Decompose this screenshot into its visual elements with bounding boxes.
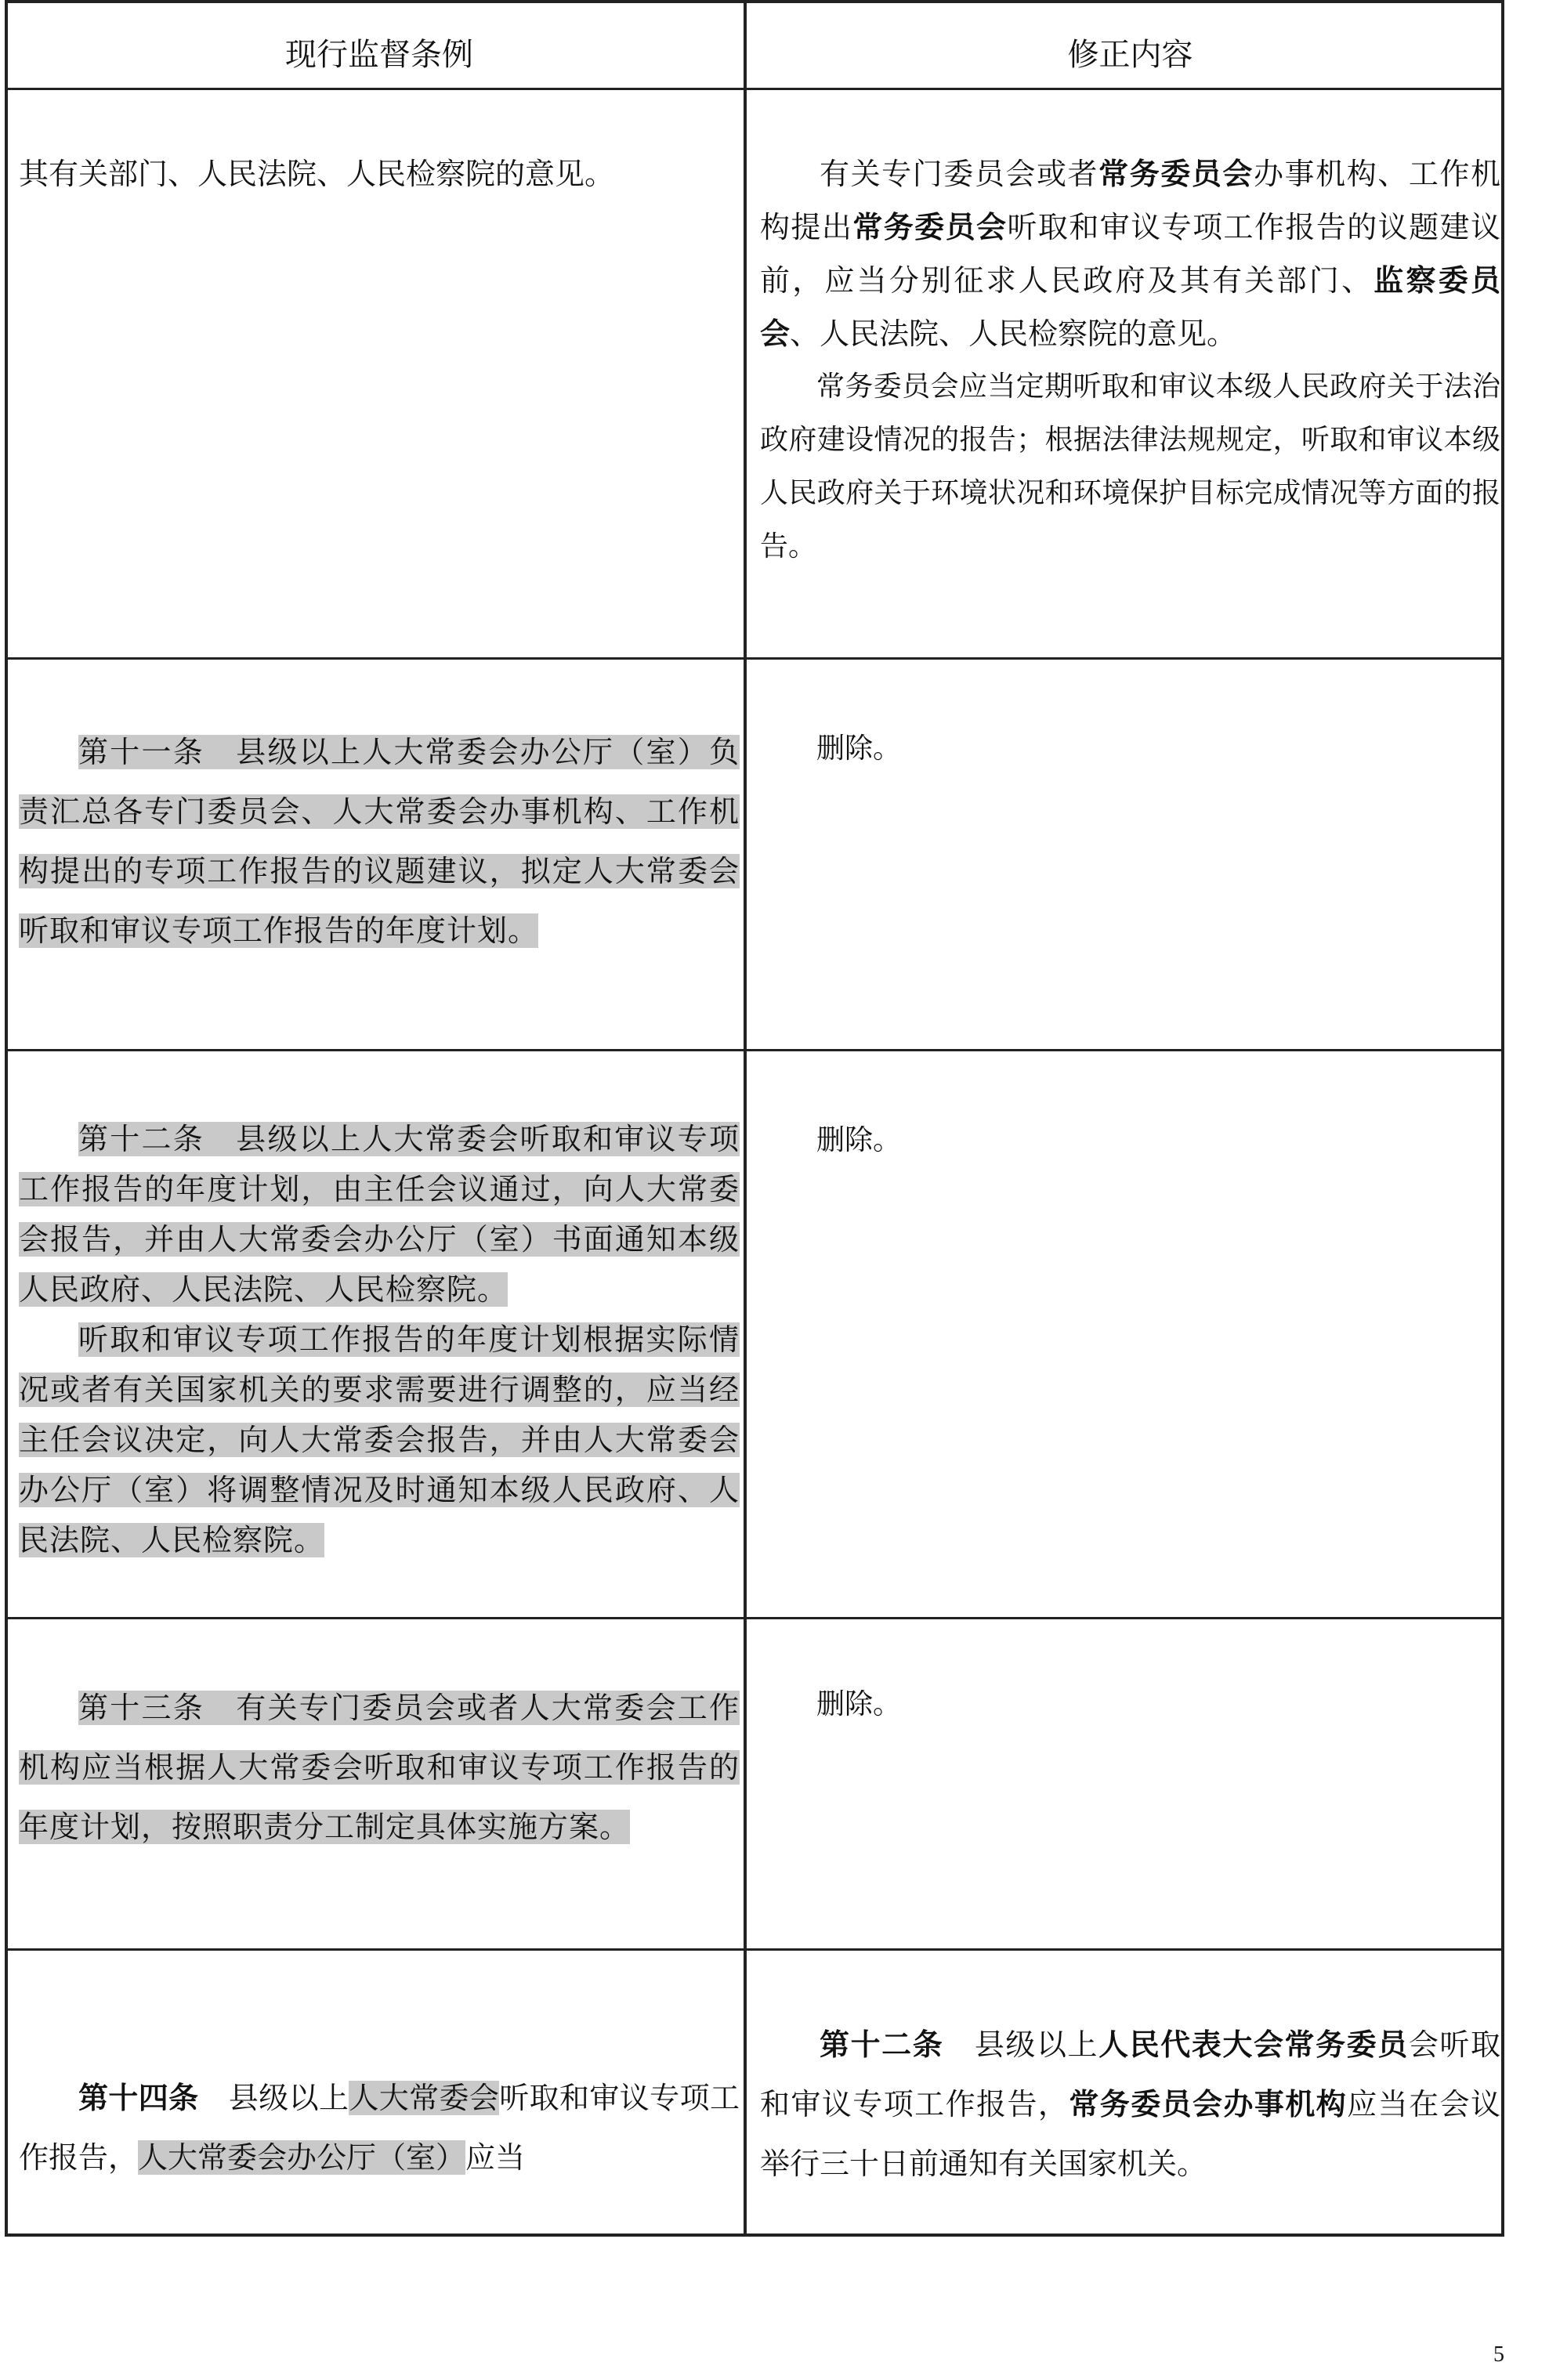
row-2-amendment-text: 删除。 [816,732,902,765]
row-3-amendment-text: 删除。 [816,1124,902,1156]
row-4-current [19,1678,740,1857]
row-divider [8,1948,1501,1951]
row-3-current-para-1: 第十二条 县级以上人大常委会听取和审议专项工作报告的年度计划，由主任会议通过，向人大常委会报告，并由人大常委会办公厅（室）书面通知本级人民政府、人民法院、人民检察院。 [19,1122,740,1307]
row-4-amendment-text: 删除。 [816,1688,902,1720]
header-current-regulation: 现行监督条例 [285,37,473,73]
row-1-current [19,147,740,201]
row-divider [8,88,1501,90]
row-1-amendment [760,147,1500,573]
row-3-current [19,1114,740,1565]
row-1-amendment-para-1: 有关专门委员会或者常务委员会办事机构、工作机构提出常务委员会听取和审议专项工作报告的议题建议前，应当分别征求人民政府及其有关部门、监察委员会、人民法院、人民检察院的意见。 [760,157,1500,351]
row-divider [8,1617,1501,1619]
row-5-amendment-text: 第十二条 县级以上人民代表大会常务委员会听取和审议专项工作报告，常务委员会办事机构应当在会议举行三十日前通知有关国家机关。 [760,2027,1500,2181]
row-3-current-para-2: 听取和审议专项工作报告的年度计划根据实际情况或者有关国家机关的要求需要进行调整的，应当经主任会议决定，向人大常委会报告，并由人大常委会办公厅（室）将调整情况及时通知本级人民政府、人民法院、人民检察院。 [19,1322,740,1557]
comparison-table [5,0,1504,2237]
row-divider [8,1049,1501,1051]
row-1-amendment-para-2: 常务委员会应当定期听取和审议本级人民政府关于法治政府建设情况的报告；根据法律法规规定，听取和审议本级人民政府关于环境状况和环境保护目标完成情况等方面的报告。 [760,371,1500,562]
row-3-amendment [760,1114,1500,1167]
row-4-amendment [760,1678,1500,1731]
row-5-current-text: 第十四条 县级以上人大常委会听取和审议专项工作报告，人大常委会办公厅（室）应当 [19,2081,740,2175]
row-divider [8,657,1501,660]
row-1-current-text: 其有关部门、人民法院、人民检察院的意见。 [19,157,615,191]
row-2-current [19,722,740,960]
row-4-current-text: 第十三条 有关专门委员会或者人大常委会工作机构应当根据人大常委会听取和审议专项工作报告的年度计划，按照职责分工制定具体实施方案。 [19,1691,740,1844]
header-amendment: 修正内容 [1067,37,1193,73]
row-2-amendment [760,722,1500,776]
row-2-current-text: 第十一条 县级以上人大常委会办公厅（室）负责汇总各专门委员会、人大常委会办事机构、工作机构提出的专项工作报告的议题建议，拟定人大常委会听取和审议专项工作报告的年度计划。 [19,735,740,948]
column-divider [744,3,747,2234]
page-number: 5 [1493,2342,1504,2367]
row-5-current [19,2068,740,2187]
row-5-amendment [760,2015,1500,2194]
